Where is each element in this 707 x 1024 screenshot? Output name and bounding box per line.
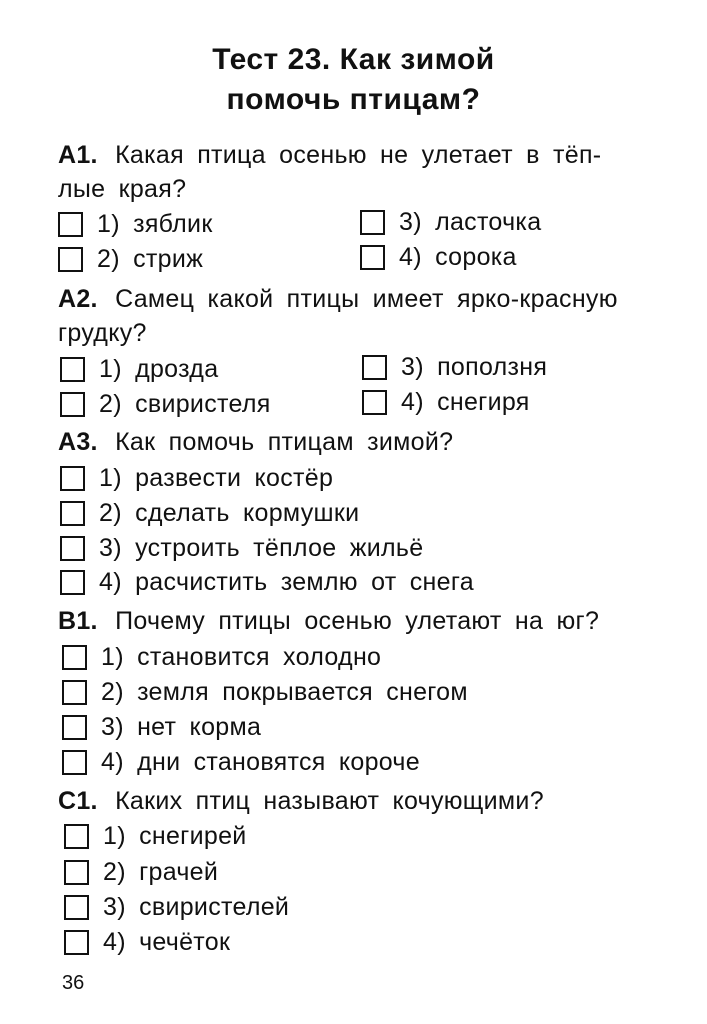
question-text-cont: грудку? [58,319,147,347]
answer-option-c1-4[interactable] [64,926,230,958]
question-text: Самец какой птицы имеет ярко-красную [115,285,618,313]
answer-label: 3) ласточка [399,207,542,236]
question-number: C1. [58,787,98,815]
answer-option-b1-2[interactable] [62,676,468,708]
answer-option-a3-3[interactable] [60,532,423,564]
title-line-2: помочь птицам? [226,83,481,116]
question-number: A3. [58,428,98,456]
answer-label: 1) снегирей [103,821,247,850]
answer-option-b1-1[interactable] [62,641,381,673]
answer-checkbox[interactable] [58,247,83,272]
answer-label: 2) сделать кормушки [99,498,360,527]
answer-option-a1-4[interactable] [360,241,517,273]
answer-checkbox[interactable] [64,895,89,920]
title-line-1: Тест 23. Как зимой [212,43,495,76]
answer-checkbox[interactable] [60,501,85,526]
question-b1 [58,604,668,638]
answer-option-a2-4[interactable] [362,386,530,418]
answer-option-a2-1[interactable] [60,353,218,385]
question-number: B1. [58,607,98,635]
question-a3 [58,425,668,459]
question-number: A2. [58,285,98,313]
answer-checkbox[interactable] [62,750,87,775]
answer-option-a1-1[interactable] [58,208,213,240]
answer-checkbox[interactable] [60,392,85,417]
answer-checkbox[interactable] [60,466,85,491]
answer-label: 4) снегиря [401,387,530,416]
answer-checkbox[interactable] [60,536,85,561]
answer-checkbox[interactable] [64,930,89,955]
answer-option-a2-3[interactable] [362,351,547,383]
answer-checkbox[interactable] [62,680,87,705]
question-a1 [58,138,668,206]
answer-option-b1-3[interactable] [62,711,261,743]
answer-label: 4) дни становятся короче [101,747,420,776]
question-number: A1. [58,141,98,169]
answer-checkbox[interactable] [60,570,85,595]
answer-label: 2) стриж [97,244,204,273]
answer-label: 3) поползня [401,352,548,381]
answer-option-a3-2[interactable] [60,497,359,529]
answer-option-a3-1[interactable] [60,462,333,494]
answer-checkbox[interactable] [62,645,87,670]
answer-label: 1) становится холодно [101,642,382,671]
answer-label: 3) устроить тёплое жильё [99,533,424,562]
answer-checkbox[interactable] [64,824,89,849]
answer-checkbox[interactable] [362,390,387,415]
answer-option-b1-4[interactable] [62,746,420,778]
question-text: Какая птица осенью не улетает в тёп- [115,141,602,169]
answer-label: 2) свиристеля [99,389,271,418]
answer-label: 2) земля покрывается снегом [101,677,468,706]
question-c1 [58,784,668,818]
answer-label: 4) расчистить землю от снега [99,567,474,596]
question-text: Почему птицы осенью улетают на юг? [115,607,600,635]
question-text: Как помочь птицам зимой? [115,428,454,456]
page-title [0,40,707,120]
answer-option-c1-3[interactable] [64,891,289,923]
answer-label: 3) нет корма [101,712,262,741]
question-text-cont: лые края? [58,175,187,203]
answer-option-a3-4[interactable] [60,566,474,598]
answer-label: 3) свиристелей [103,892,290,921]
answer-label: 1) развести костёр [99,463,334,492]
answer-option-c1-1[interactable] [64,820,247,852]
answer-checkbox[interactable] [58,212,83,237]
question-a2 [58,282,668,350]
answer-checkbox[interactable] [360,245,385,270]
answer-label: 4) сорока [399,242,517,271]
answer-checkbox[interactable] [60,357,85,382]
answer-label: 1) дрозда [99,354,219,383]
answer-checkbox[interactable] [62,715,87,740]
answer-checkbox[interactable] [64,860,89,885]
answer-option-c1-2[interactable] [64,856,218,888]
page-number: 36 [62,972,85,994]
answer-label: 2) грачей [103,857,219,886]
answer-label: 4) чечёток [103,927,231,956]
answer-option-a1-3[interactable] [360,206,541,238]
answer-checkbox[interactable] [360,210,385,235]
answer-checkbox[interactable] [362,355,387,380]
answer-option-a1-2[interactable] [58,243,203,275]
question-text: Каких птиц называют кочующими? [115,787,544,815]
answer-option-a2-2[interactable] [60,388,271,420]
answer-label: 1) зяблик [97,209,213,238]
